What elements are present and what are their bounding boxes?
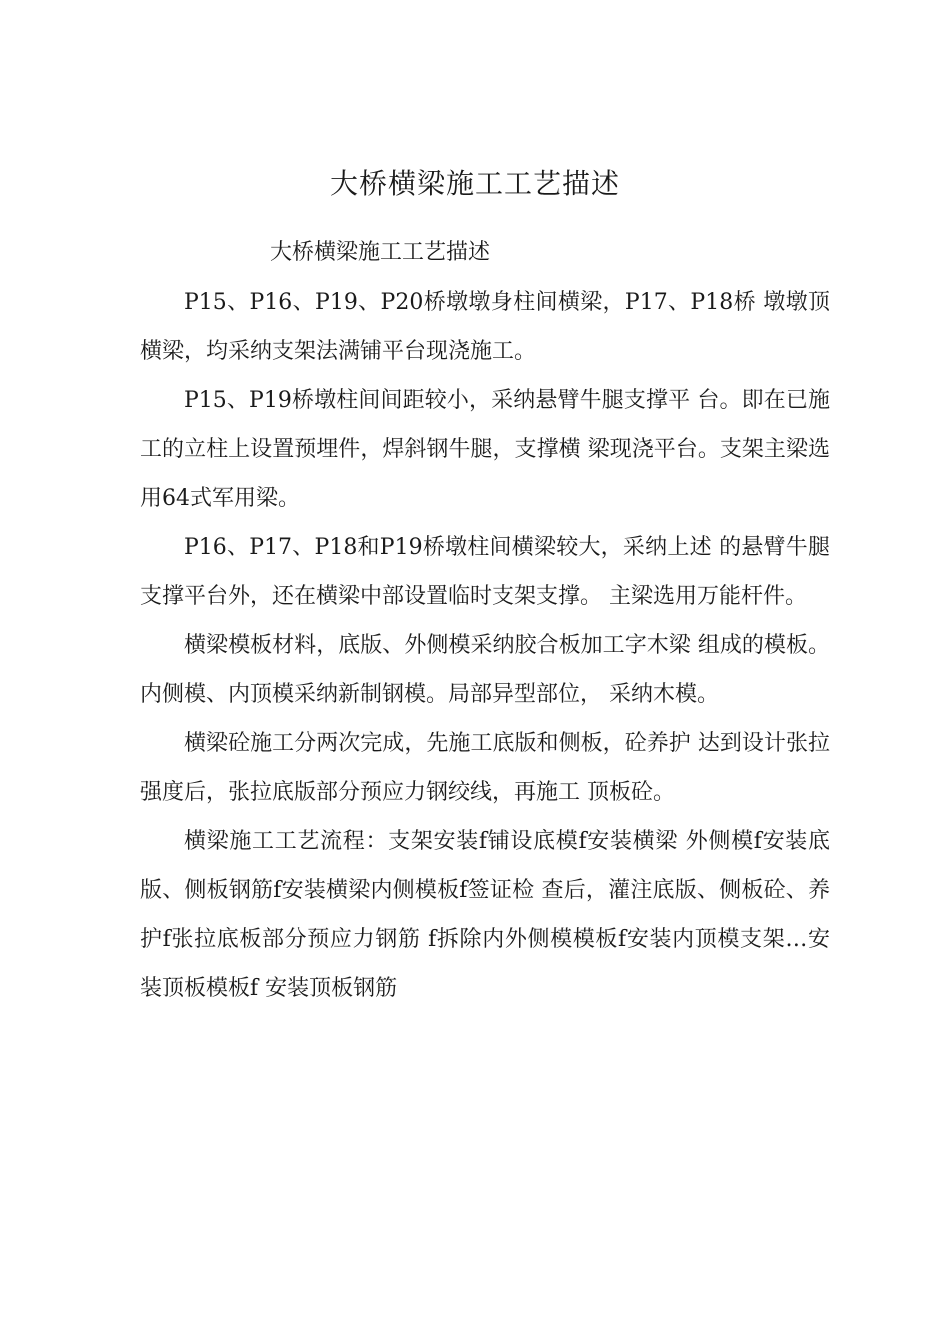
paragraph-1: P15、P16、P19、P20桥墩墩身柱间横梁，P17、P18桥 墩墩顶横梁，均采纳支架法满铺平台现浇施工。	[140, 290, 830, 364]
document-title: 大桥横梁施工工艺描述	[329, 167, 620, 200]
document-subtitle: 大桥横梁施工工艺描述	[270, 240, 491, 265]
paragraph-6: 横梁施工工艺流程：支架安装f铺设底模f安装横梁 外侧模f安装底版、侧板钢筋f安装横梁内侧模板f签证检 查后，灌注底版、侧板砼、养护f张拉底板部分预应力钢筋 f拆除内外侧模模板f安装内顶模支架…安装顶板模板f 安装顶板钢筋	[140, 829, 830, 1001]
paragraph-3: P16、P17、P18和P19桥墩柱间横梁较大，采纳上述 的悬臂牛腿支撑平台外，还在横梁中部设置临时支架支撑。 主梁选用万能杆件。	[140, 535, 830, 609]
paragraph-5: 横梁砼施工分两次完成，先施工底版和侧板，砼养护 达到设计张拉强度后，张拉底版部分预应力钢绞线，再施工 顶板砼。	[140, 731, 830, 805]
paragraph-2: P15、P19桥墩柱间间距较小，采纳悬臂牛腿支撑平 台。即在已施工的立柱上设置预埋件，焊斜钢牛腿，支撑横 梁现浇平台。支架主梁选用64式军用梁。	[140, 388, 830, 511]
document-body	[140, 228, 830, 1013]
paragraph-4: 横梁模板材料，底版、外侧模采纳胶合板加工字木梁 组成的模板。内侧模、内顶模采纳新制钢模。局部异型部位， 采纳木模。	[140, 633, 830, 707]
